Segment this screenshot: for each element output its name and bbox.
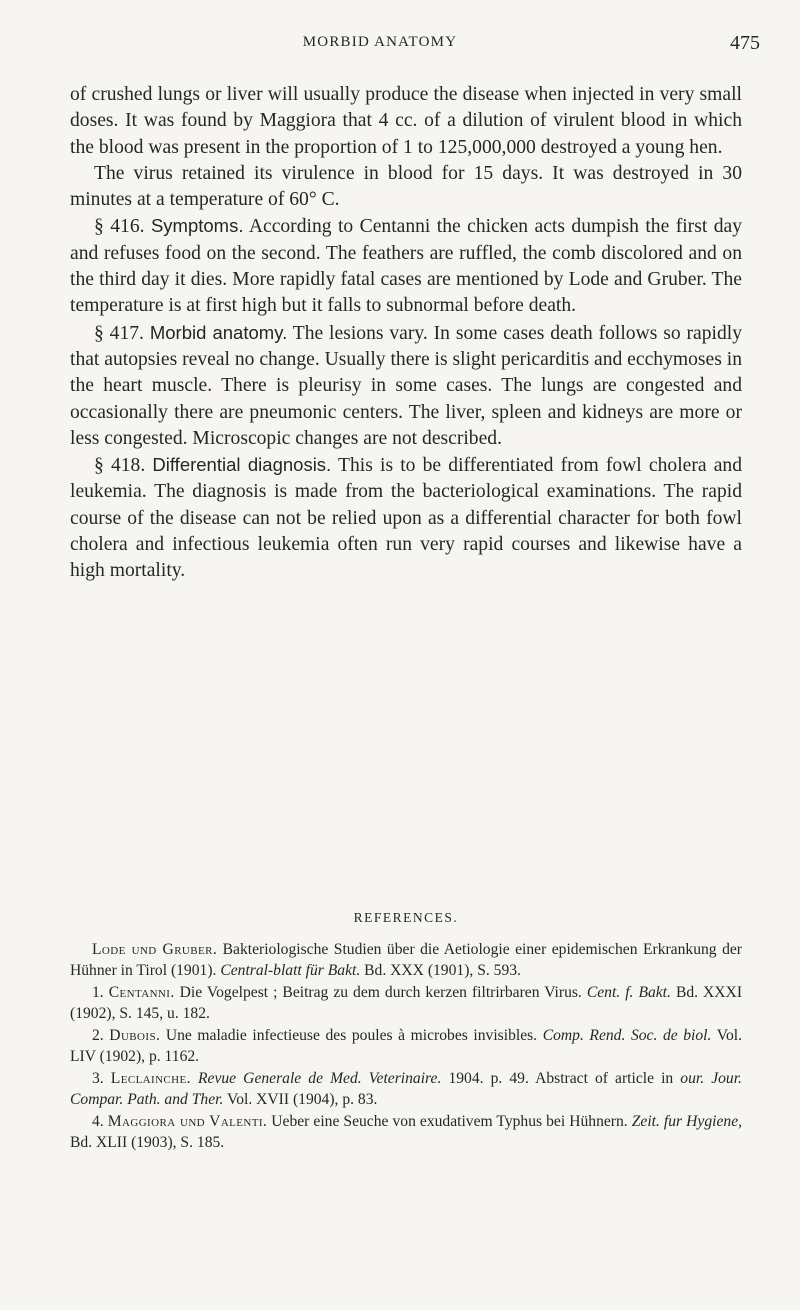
- reference-details: 1904. p. 49. Abstract of article in: [448, 1070, 674, 1088]
- references-list: [70, 940, 742, 1155]
- reference-details: Bd. XLII (1903), S. 185.: [70, 1134, 225, 1152]
- running-head: [60, 34, 760, 58]
- paragraph: of crushed lungs or liver will usually produce the disease when injected in very small doses. It was found by Maggiora that 4 cc. of a dilution of virulent blood in which the blood was present in the proportion of 1 to 125,000,000 destroyed a young hen.: [70, 84, 742, 158]
- section-title: Morbid anatomy.: [149, 321, 288, 343]
- section-416: [70, 213, 742, 319]
- reference-item: [70, 1026, 742, 1068]
- reference-number: 3.: [92, 1070, 104, 1088]
- page-number: 475: [730, 32, 760, 54]
- reference-text: Bakteriologische Studien über die Aetiologie einer epidemischen Erkrankung der Hühner in Tirol (1901).: [70, 941, 742, 979]
- section-number: § 418.: [94, 455, 146, 477]
- section-418: [70, 452, 742, 584]
- reference-authors: Centanni.: [108, 984, 175, 1002]
- paragraph: The virus retained its virulence in blood for 15 days. It was destroyed in 30 minutes at a temperature of 60° C.: [70, 162, 742, 211]
- section-text: This is to be differentiated from fowl cholera and leukemia. The diagnosis is made from the bacteriological examinations. The rapid course of the disease can not be relied upon as a differential character for both fowl cholera and infectious leukemia often run very rapid courses and likewise have a high mortality.: [70, 455, 743, 582]
- reference-details: Vol. XVII (1904), p. 83.: [226, 1091, 378, 1109]
- reference-text: Ueber eine Seuche von exudativem Typhus bei Hühnern.: [271, 1113, 628, 1131]
- main-text: [70, 82, 742, 585]
- reference-authors: Lode und Gruber.: [92, 941, 218, 958]
- section-title: Differential diagnosis.: [152, 454, 332, 476]
- reference-authors: Leclainche.: [110, 1070, 191, 1088]
- references-heading: REFERENCES.: [353, 910, 459, 925]
- reference-authors: Dubois.: [109, 1027, 161, 1045]
- reference-details: Bd. XXXI (1902), S. 145, u. 182.: [70, 984, 743, 1022]
- section-text: According to Centanni the chicken acts dumpish the first day and refuses food on the second. The feathers are ruffled, the comb discolored and on the third day it dies. More rapidly fatal cases are mentioned by Lode and Gruber. The temperature is at first high but it falls to subnormal before death.: [70, 216, 742, 317]
- running-title: MORBID ANATOMY: [302, 34, 458, 50]
- section-number: § 417.: [94, 322, 144, 344]
- reference-item: [70, 940, 742, 982]
- reference-journal: Comp. Rend. Soc. de biol.: [542, 1027, 712, 1045]
- reference-item: [70, 1069, 742, 1111]
- section-title: Symptoms.: [150, 215, 244, 237]
- reference-text: Die Vogelpest ; Beitrag zu dem durch kerzen filtrirbaren Virus.: [179, 984, 582, 1002]
- reference-number: 4.: [92, 1113, 104, 1131]
- reference-journal: Zeit. fur Hygiene,: [631, 1113, 743, 1131]
- reference-item: [70, 983, 742, 1025]
- reference-journal: Cent. f. Bakt.: [586, 984, 671, 1002]
- section-number: § 416.: [94, 216, 145, 238]
- reference-authors: Maggiora und Valenti.: [107, 1113, 268, 1131]
- section-417: [70, 320, 742, 452]
- reference-details: Vol. LIV (1902), p. 1162.: [70, 1027, 743, 1065]
- section-text: The lesions vary. In some cases death follows so rapidly that autopsies reveal no change. Usually there is slight pericarditis and ecchymoses in the heart muscle. There is pleurisy in some cases. The lungs are congested and occasionally there are pneumonic centers. The liver, spleen and kidneys are more or less congested. Microscopic changes are not described.: [70, 322, 743, 449]
- reference-text: Une maladie infectieuse des poules à microbes invisibles.: [165, 1027, 538, 1045]
- reference-item: [70, 1112, 742, 1154]
- reference-number: 1.: [92, 984, 104, 1002]
- reference-journal: our. Jour. Compar. Path. and Ther.: [70, 1070, 742, 1109]
- reference-journal: Revue Generale de Med. Veterinaire.: [198, 1070, 442, 1088]
- reference-details: Bd. XXX (1901), S. 593.: [364, 961, 521, 979]
- reference-number: 2.: [92, 1027, 104, 1045]
- reference-journal: Central-blatt für Bakt.: [220, 961, 361, 979]
